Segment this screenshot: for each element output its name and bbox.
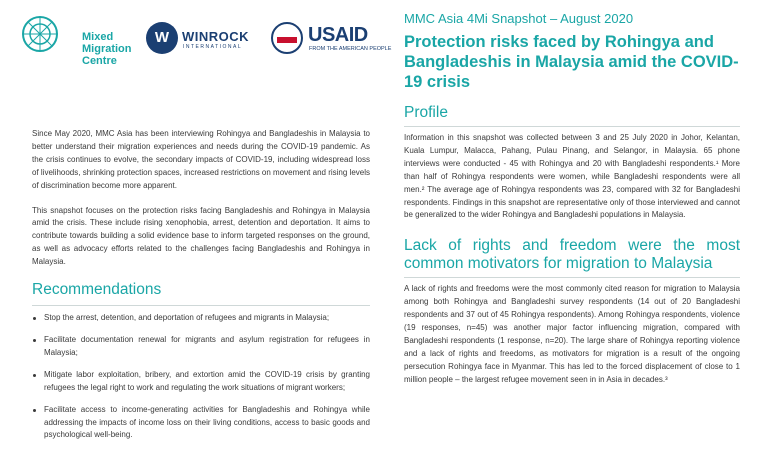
right-column bbox=[404, 104, 740, 387]
mmc-logo-icon bbox=[20, 14, 60, 54]
divider bbox=[404, 277, 740, 278]
mmc-line-1: Mixed bbox=[82, 31, 114, 43]
list-item: Facilitate access to income-generating activities for Bangladeshis and Rohingya while addressing the impacts of income loss on their living conditions, access to basic goods and psychological well-being. bbox=[32, 404, 370, 443]
list-item: Stop the arrest, detention, and deportation of refugees and migrants in Malaysia; bbox=[32, 312, 370, 325]
winrock-name: WINROCK bbox=[182, 29, 250, 44]
intro-paragraph-2: This snapshot focuses on the protection risks facing Bangladeshis and Rohingya in Malaysia amid the crisis. These include rising xenophobia, arrest, detention and deportation. It aims to contribute towards building a solid evidence base to inform targeted responses on the ground, as well as advocacy efforts related to the challenges facing Bangladeshis and Rohingya in Malaysia. bbox=[32, 205, 370, 267]
intro-paragraph-1: Since May 2020, MMC Asia has been interviewing Rohingya and Bangladeshis in Malaysia to better understand their migration experiences and needs during the COVID-19 pandemic. As the crisis continues to evolve, the secondary impacts of COVID-19, including widespread loss of livelihoods, shrinking protection spaces, increased restrictions on movement and rising levels of discrimination become more apparent. bbox=[32, 129, 370, 190]
winrock-sub: INTERNATIONAL bbox=[183, 44, 243, 50]
usaid-sub: FROM THE AMERICAN PEOPLE bbox=[309, 46, 392, 52]
left-column bbox=[32, 128, 370, 451]
winrock-logo-icon: W bbox=[146, 22, 178, 54]
mmc-logo-text bbox=[82, 31, 132, 67]
mmc-line-3: Centre bbox=[82, 55, 117, 67]
lack-of-rights-paragraph: A lack of rights and freedoms were the most commonly cited reason for migration to Malaysia among both Rohingya and Bangladeshi survey respondents (14 out of 20 Bangladeshi respondents and 37 out of 45 Rohingya respondents). Among Rohingya respondents, violence (19 responses, n=45) was another major factor influencing migration, compared with Bangladeshi respondents (1 response, n=20). The large share of Rohingya reporting violence and a lack of rights and freedoms, as motivators for migration is a result of the ongoing persecution Rohingya face in Myanmar. This has led to the forced displacement of close to 1 million people – the largest refugee movement seen in in Asia in decades.³ bbox=[404, 284, 740, 384]
page-title: Protection risks faced by Rohingya and Bangladeshis in Malaysia amid the COVID-19 crisis bbox=[404, 33, 739, 91]
lack-of-rights-heading: Lack of rights and freedom were the most common motivators for migration to Malaysia bbox=[404, 237, 740, 273]
recommendations-list bbox=[32, 312, 370, 442]
mmc-logo bbox=[20, 14, 132, 67]
profile-heading: Profile bbox=[404, 104, 448, 121]
recommendations-heading: Recommendations bbox=[32, 281, 162, 299]
divider bbox=[32, 305, 370, 306]
usaid-name: USAID bbox=[308, 24, 368, 46]
list-item: Facilitate documentation renewal for migrants and asylum registration for refugees in Malaysia; bbox=[32, 334, 370, 360]
list-item: Mitigate labor exploitation, bribery, and extortion amid the COVID-19 crisis by granting refugees the legal right to work and regulating the work situations of migrant workers; bbox=[32, 369, 370, 395]
snapshot-label: MMC Asia 4Mi Snapshot – August 2020 bbox=[404, 11, 634, 26]
divider bbox=[404, 126, 740, 127]
profile-paragraph: Information in this snapshot was collected between 3 and 25 July 2020 in Johor, Kelantan, Kuala Lumpur, Malacca, Pahang, Pulau Pinang, and Selangor, in Malaysia. 65 phone interviews were conducted - 45 with Rohingya and 20 with Bangladeshi respondents.¹ More than half of Rohingya respondents were women, while Bangladeshi respondents were all men.² The average age of Rohingya respondents was 23, compared with 32 for Bangladeshi respondents. Findings in this snapshot are representative only of those interviewed and cannot be generalized to the wider Rohingya and Bangladeshi populations in Malaysia. bbox=[404, 133, 740, 220]
mmc-line-2: Migration bbox=[82, 43, 132, 55]
usaid-seal-icon bbox=[271, 22, 303, 54]
header bbox=[0, 0, 768, 95]
